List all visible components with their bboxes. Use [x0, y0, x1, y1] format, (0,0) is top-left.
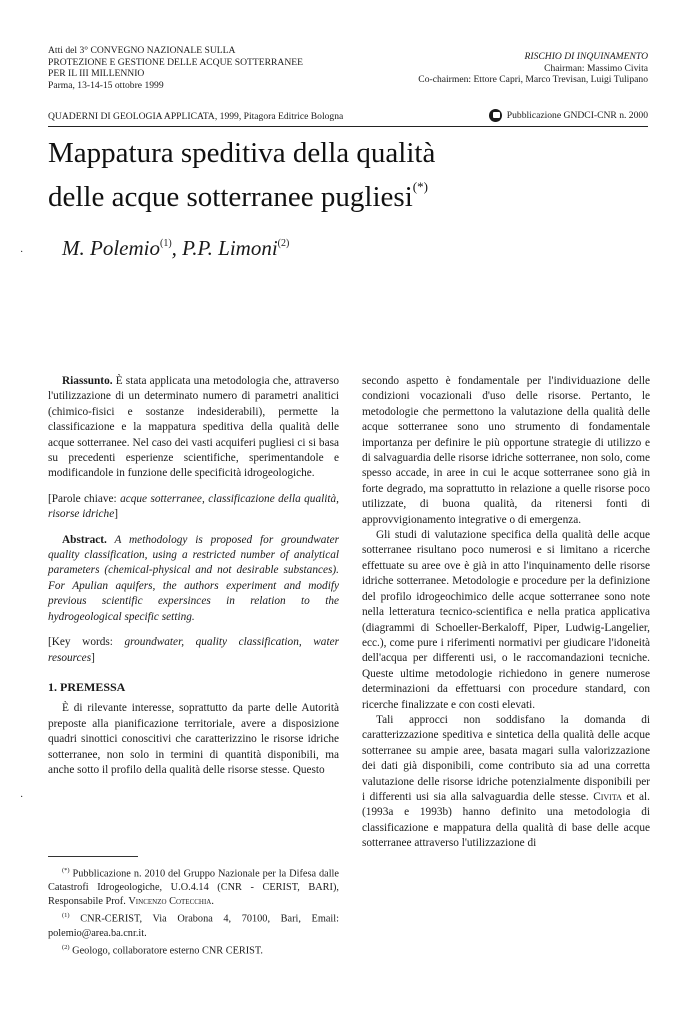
chairman-line: Chairman: Massimo Civita — [544, 62, 648, 74]
header-line: PROTEZIONE E GESTIONE DELLE ACQUE SOTTERRANEE — [48, 56, 304, 68]
keywords-en-text: groundwater, quality classification, water resources — [48, 636, 339, 664]
header-rule — [48, 126, 648, 127]
footnote — [48, 909, 339, 940]
author-1: M. Polemio — [62, 236, 160, 260]
author-1-mark: (1) — [159, 238, 172, 249]
paragraph — [362, 713, 650, 852]
margin-dot: · — [20, 792, 24, 803]
author-2-mark: (2) — [277, 238, 290, 249]
paper-title — [48, 137, 648, 214]
footnote-mark: (2) — [62, 943, 70, 951]
publication-number-text: Pubblicazione GNDCI-CNR n. 2000 — [506, 110, 648, 121]
paragraph: Gli studi di valutazione specifica della qualità delle acque sotterranee risultano poco numerosi e si limitano a ricerche effettuate su aree ove è già in atto l'inquinamento delle risorse idriche sotterranee. Metodologie e procedure per la definizione del profilo idrogeochimico delle acque sotterranee sono note nella letteratura tecnico-scientifica e nella pratica applicativa (diagrammi di Schoeller-Berkaloff, Piper, Ludwig-Langelier, ecc.), come pure i riferimenti normativi per giudicare l'idoneità dell'acqua per differenti usi, o le raccomandazioni tecniche. Queste ultime metodologie richiedono in genere numerose determinazioni da effettuarsi con procedure standard, con ricerche finalizzate e con costi elevati. — [362, 529, 650, 711]
abstract-text: A methodology is proposed for groundwater quality classification, using a restricted number of analytical parameters (chemical-physical and not desirable substances). For Apulian aquifers, the authors experiment and modify previous scientific expersinces in relation to the hydrogeological specific setting. — [48, 533, 339, 623]
title-footnote-mark: (*) — [412, 179, 428, 194]
title-line-2-text: delle acque sotterranee pugliesi — [48, 181, 413, 213]
abstract-label: Abstract. — [62, 533, 107, 546]
publication-number — [489, 109, 648, 122]
paragraph-text: Tali approcci non soddisfano la domanda di caratterizzazione speditiva e sintetica della qualità delle acque sotterranee su ampie aree, basata magari sulla valorizzazione dei dati già disponibili, come contributo sia ad una corretta valutazione delle risorse idriche potenzialmente disponibili per i differenti usi sia alla salvaguardia delle stesse. — [362, 713, 650, 803]
keywords-en — [48, 635, 339, 666]
abstract — [48, 533, 339, 625]
right-column — [362, 374, 650, 852]
header-line: Parma, 13-14-15 ottobre 1999 — [48, 79, 164, 91]
riassunto-text: È stata applicata una metodologia che, attraverso l'utilizzazione di un determinato numero di parametri analitici (chimico-fisici e sostanze indesiderabili), permette la classificazione e la mappatura speditiva della qualità delle acque sotterranee. Nel caso dei vasti acquiferi pugliesi ci si basa su precedenti esperienze scientifiche, sperimentandole e modificandole in funzione delle specificità idrogeologiche. — [48, 375, 339, 480]
paragraph: secondo aspetto è fondamentale per l'individuazione delle condizioni vocazionali d'uso delle risorse. Pertanto, le metodologie che permettono la valutazione della qualità delle acque sotterranee sono uno strumento di fondamentale importanza per definire le più opportune strategie di utilizzo e di salvaguardia delle risorse idriche sotterranee, non solo, come spesso accade, in aree in cui le acque sotterranee sono già in forte degrado, ma soprattutto in relazione a quelle risorse poco utilizzate, di buona qualità, da ritenersi fonti di approvvigionamento integrative o di emergenza. — [362, 375, 650, 526]
section-heading: 1. PREMESSA — [48, 679, 126, 694]
title-line-2 — [48, 170, 648, 214]
footnote-text: CNR-CERIST, Via Orabona 4, 70100, Bari, Email: polemio@area.ba.cnr.it. — [48, 913, 339, 939]
header-line: PER IL III MILLENNIO — [48, 68, 145, 80]
session-title: RISCHIO DI INQUINAMENTO — [524, 51, 648, 62]
gndci-logo-icon — [489, 109, 502, 122]
author-2: P.P. Limoni — [182, 236, 278, 260]
premessa-paragraph: È di rilevante interesse, soprattutto da parte delle Autorità preposte alla pianificazione territoriale, avere a disposizione quadri sinottici conoscitivi che caratterizzino le risorse idriche sotterranee, non solo in termini di quantità disponibili, ma anche sotto il profilo della qualità delle risorse stesse. Questo — [48, 702, 339, 776]
keywords-it-close: ] — [114, 508, 118, 521]
footnote-text-end: . — [211, 896, 214, 908]
keywords-en-close: ] — [91, 651, 95, 664]
keywords-it — [48, 492, 339, 523]
footnote-name: Vincenzo Cotecchia — [128, 896, 212, 908]
footnotes — [48, 864, 339, 958]
series-info: QUADERNI DI GEOLOGIA APPLICATA, 1999, Pitagora Editrice Bologna — [48, 111, 344, 122]
author-separator: , — [171, 236, 183, 260]
footnote-mark: (*) — [62, 867, 70, 874]
header-line: Atti del 3° CONVEGNO NAZIONALE SULLA — [48, 45, 236, 56]
left-column — [48, 374, 339, 778]
footnote-rule — [48, 856, 138, 857]
footnote-mark: (1) — [62, 912, 70, 920]
authors — [62, 236, 289, 261]
riassunto — [48, 374, 339, 482]
session-header — [318, 51, 648, 86]
footnote — [48, 941, 339, 958]
keywords-en-label: [Key words: — [48, 636, 125, 649]
keywords-it-text: acque sotterranee, classificazione della qualità, risorse idriche — [48, 492, 339, 521]
margin-dot: · — [20, 247, 24, 258]
riassunto-label: Riassunto. — [62, 375, 113, 387]
paragraph-text-end: et al. (1993a e 1993b) hanno definito una metodologia di classificazione e mappatura della qualità di base delle acque sotterranee attraverso l'utilizzazione di — [362, 790, 650, 850]
co-chairmen-line: Co-chairmen: Ettore Capri, Marco Trevisan, Luigi Tulipano — [418, 74, 648, 86]
footnote-text: Pubblicazione n. 2010 del Gruppo Nazionale per la Difesa dalle Catastrofi Idrogeologiche, U.O.4.14 (CNR - CERIST, BARI), Responsabile Prof. — [48, 868, 339, 908]
keywords-it-label: [Parole chiave: — [48, 492, 121, 505]
cited-author: Civita — [593, 790, 622, 803]
title-line-1: Mappatura speditiva della qualità — [48, 137, 436, 169]
footnote-text: Geologo, collaboratore esterno CNR CERIST. — [69, 945, 264, 957]
footnote — [48, 864, 339, 909]
